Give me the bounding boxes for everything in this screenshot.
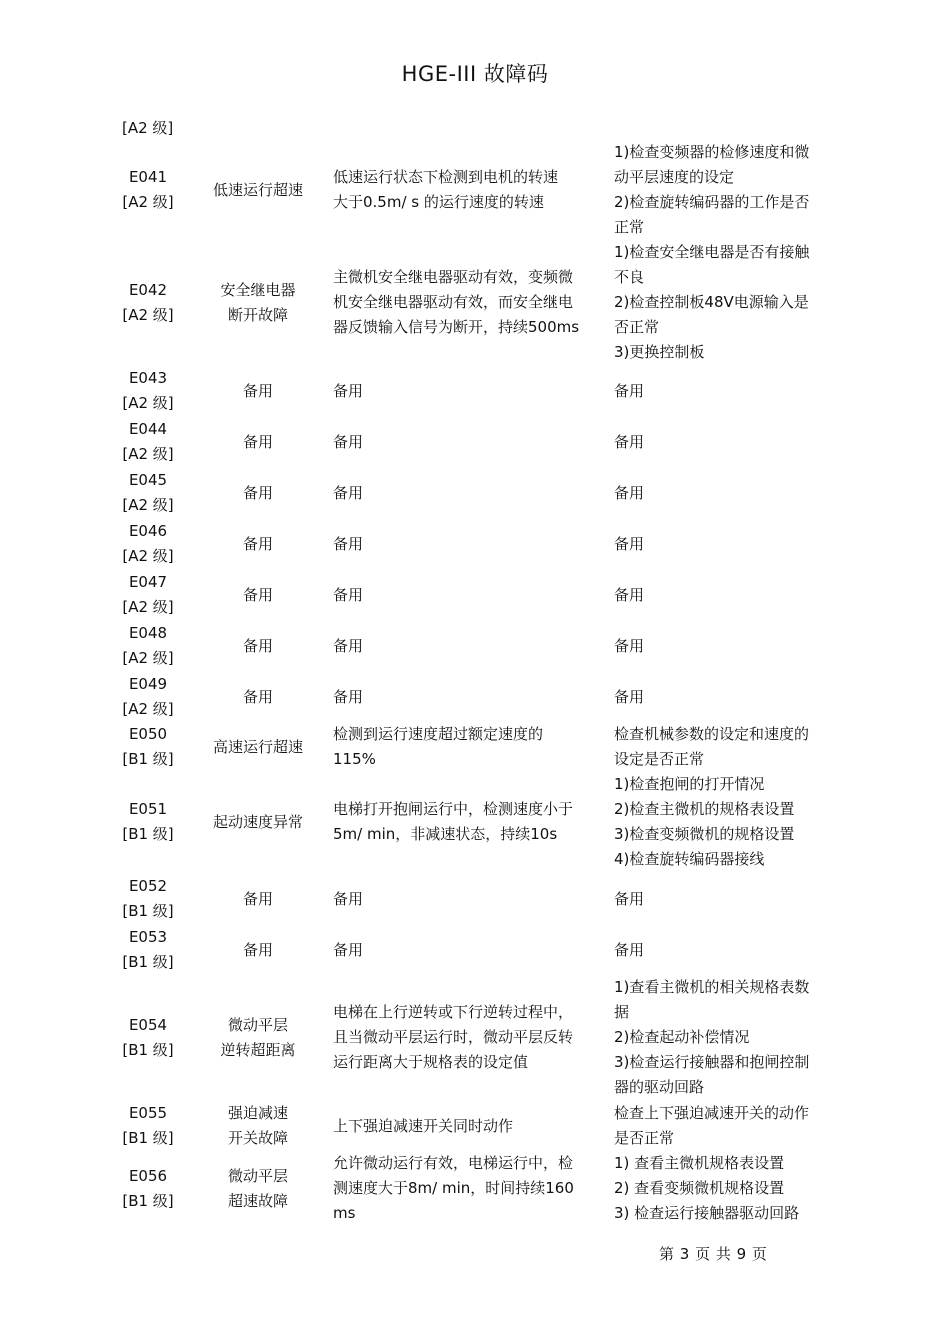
- fault-action-cell: [614, 772, 842, 872]
- table-row: [0, 722, 950, 772]
- fault-level: [A2 级]: [122, 394, 174, 412]
- fault-level: [A2 级]: [122, 547, 174, 565]
- fault-name-cell-line: 微动平层: [227, 1166, 288, 1185]
- fault-code-cell: [112, 975, 184, 1100]
- fault-action-cell-line: 据: [614, 1003, 630, 1021]
- fault-name-cell: [200, 975, 316, 1100]
- fault-action-cell-line: 备用: [614, 483, 645, 502]
- fault-action-cell-line: 设定是否正常: [614, 750, 705, 768]
- fault-action-cell-line: 3)更换控制板: [614, 343, 705, 361]
- fault-action-cell: [614, 672, 842, 722]
- fault-code: E044: [128, 420, 168, 438]
- fault-code-cell: [112, 366, 184, 416]
- page-footer: 第 3 页 共 9 页: [659, 1245, 768, 1263]
- table-row: [0, 366, 950, 416]
- fault-action-cell-line: 2)检查旋转编码器的工作是否: [614, 193, 810, 211]
- fault-level: [A2 级]: [122, 193, 174, 211]
- table-row: [0, 1151, 950, 1226]
- fault-name-cell-line: 备用: [242, 585, 273, 604]
- fault-code-cell: [112, 925, 184, 975]
- fault-action-cell: [614, 570, 842, 620]
- fault-name-cell: [200, 468, 316, 518]
- fault-description-cell-line: 备用: [333, 940, 364, 959]
- fault-name-cell-line: 备用: [242, 636, 273, 655]
- fault-description-cell: [333, 975, 599, 1100]
- fault-description-cell-line: 115%: [333, 750, 376, 768]
- fault-level: [B1 级]: [122, 750, 174, 768]
- fault-description-cell-line: 运行距离大于规格表的设定值: [333, 1053, 529, 1071]
- fault-action-cell-line: 1) 查看主微机规格表设置: [614, 1154, 785, 1172]
- fault-description-cell-line: 测速度大于8m/ min，时间持续160: [333, 1179, 574, 1197]
- fault-name-cell-line: 备用: [242, 687, 273, 706]
- fault-name-cell-line: 备用: [242, 940, 273, 959]
- fault-description-cell-line: 大于0.5m/ s 的运行速度的转速: [333, 193, 544, 211]
- fault-description-cell: [333, 240, 599, 365]
- fault-level: [B1 级]: [122, 825, 174, 843]
- fault-description-cell-line: 允许微动运行有效，电梯运行中，检: [333, 1154, 574, 1172]
- fault-description-cell-line: 备用: [333, 889, 364, 908]
- fault-name-cell-line: 断开故障: [227, 305, 288, 324]
- fault-action-cell-line: 备用: [614, 585, 645, 604]
- fault-code-cell: [112, 672, 184, 722]
- fault-name-cell-line: 超速故障: [227, 1191, 288, 1210]
- fault-name-cell-line: 逆转超距离: [220, 1040, 296, 1059]
- fault-action-cell: [614, 140, 842, 240]
- table-row: [0, 519, 950, 569]
- fault-action-cell: [614, 874, 842, 924]
- table-row: [0, 925, 950, 975]
- table-row: [0, 468, 950, 518]
- fault-action-cell-line: 1)检查安全继电器是否有接触: [614, 243, 810, 261]
- fault-code: E050: [128, 725, 168, 743]
- fault-description-cell-line: 主微机安全继电器驱动有效，变频微: [333, 268, 574, 286]
- fault-name-cell-line: 安全继电器: [220, 280, 296, 299]
- fault-name-cell: [200, 240, 316, 365]
- fault-name-cell: [200, 1151, 316, 1226]
- fault-description-cell-line: 5m/ min，非减速状态，持续10s: [333, 825, 558, 843]
- fault-code: E047: [128, 573, 168, 591]
- fault-description-cell-line: ms: [333, 1204, 356, 1222]
- fault-code: E046: [128, 522, 168, 540]
- fault-action-cell-line: 3)检查变频微机的规格设置: [614, 825, 795, 843]
- fault-action-cell: [614, 1151, 842, 1226]
- fault-action-cell-line: 2)检查起动补偿情况: [614, 1028, 750, 1046]
- fault-code-cell: [112, 240, 184, 365]
- fault-action-cell-line: 是否正常: [614, 1129, 675, 1147]
- fault-level: [A2 级]: [122, 649, 174, 667]
- fault-action-cell-line: 2) 查看变频微机规格设置: [614, 1179, 785, 1197]
- table-row: [0, 417, 950, 467]
- fault-level: [A2 级]: [122, 598, 174, 616]
- fault-code: E056: [128, 1166, 168, 1185]
- fault-description-cell-line: 备用: [333, 687, 364, 706]
- fault-action-cell-line: 正常: [614, 218, 645, 236]
- fault-description-cell-line: 电梯打开抱闸运行中，检测速度小于: [333, 800, 574, 818]
- fault-code-cell: [112, 417, 184, 467]
- fault-code: E042: [128, 280, 168, 299]
- fault-description-cell: [333, 621, 599, 671]
- fault-action-cell-line: 备用: [614, 636, 645, 655]
- table-row: [0, 772, 950, 872]
- fault-description-cell-line: 备用: [333, 483, 364, 502]
- fault-level: [B1 级]: [122, 1040, 174, 1059]
- fault-description-cell-line: 机安全继电器驱动有效，而安全继电: [333, 293, 574, 311]
- fault-action-cell: [614, 1101, 842, 1151]
- fault-name-cell: [200, 672, 316, 722]
- fault-description-cell: [333, 570, 599, 620]
- fault-description-cell: [333, 874, 599, 924]
- fault-name-cell: [200, 1101, 316, 1151]
- fault-name-cell: [200, 722, 316, 772]
- fault-name-cell-line: 备用: [242, 381, 273, 400]
- fault-description-cell: [333, 366, 599, 416]
- fault-code: E045: [128, 471, 168, 489]
- fault-description-cell: [333, 519, 599, 569]
- fault-level: [A2 级]: [122, 305, 174, 324]
- fault-code: E048: [128, 624, 168, 642]
- fault-action-cell: [614, 621, 842, 671]
- fault-action-cell: [614, 722, 842, 772]
- table-row: [0, 140, 950, 240]
- fault-action-cell-line: 2)检查控制板48V电源输入是: [614, 293, 809, 311]
- fault-action-cell-line: 备用: [614, 432, 645, 451]
- fault-description-cell: [333, 722, 599, 772]
- fault-description-cell: [333, 417, 599, 467]
- fault-name-cell: [200, 772, 316, 872]
- fault-code-cell: [112, 874, 184, 924]
- fault-name-cell-line: 微动平层: [227, 1015, 288, 1034]
- fault-name-cell: [200, 925, 316, 975]
- fault-name-cell-line: 备用: [242, 483, 273, 502]
- table-row: [0, 874, 950, 924]
- fault-level: [A2 级]: [122, 496, 174, 514]
- fault-action-cell-line: 备用: [614, 687, 645, 706]
- fault-action-cell-line: 4)检查旋转编码器接线: [614, 850, 765, 868]
- fault-action-cell-line: 检查上下强迫减速开关的动作: [614, 1104, 810, 1122]
- fault-name-cell: [200, 417, 316, 467]
- fault-action-cell-line: 2)检查主微机的规格表设置: [614, 800, 795, 818]
- fault-code: E041: [128, 168, 168, 186]
- fault-name-cell: [200, 874, 316, 924]
- fault-description-cell-line: 上下强迫减速开关同时动作: [333, 1116, 514, 1135]
- fault-name-cell: [200, 621, 316, 671]
- fault-action-cell-line: 1)查看主微机的相关规格表数: [614, 978, 810, 996]
- fault-action-cell-line: 不良: [614, 268, 645, 286]
- fault-description-cell: [333, 925, 599, 975]
- table-row: [0, 672, 950, 722]
- table-row: [0, 621, 950, 671]
- fault-action-cell: [614, 925, 842, 975]
- fault-name-cell: [200, 519, 316, 569]
- fault-description-cell-line: 电梯在上行逆转或下行逆转过程中，: [333, 1003, 574, 1021]
- fault-level: [A2 级]: [122, 700, 174, 718]
- table-row: [0, 570, 950, 620]
- fault-level: [B1 级]: [122, 1129, 174, 1147]
- fault-action-cell: [614, 975, 842, 1100]
- fault-name-cell-line: 强迫减速: [227, 1104, 288, 1122]
- fault-description-cell-line: 备用: [333, 636, 364, 655]
- fault-code: E054: [128, 1015, 168, 1034]
- fault-action-cell-line: 1)检查抱闸的打开情况: [614, 775, 765, 793]
- fault-description-cell: [333, 772, 599, 872]
- fault-code: E049: [128, 675, 168, 693]
- fault-name-cell: [200, 366, 316, 416]
- fault-level: [A2 级]: [122, 445, 174, 463]
- fault-action-cell-line: 备用: [614, 534, 645, 553]
- fault-action-cell-line: 备用: [614, 889, 645, 908]
- fault-action-cell: [614, 417, 842, 467]
- fault-action-cell-line: 3)检查运行接触器和抱闸控制: [614, 1053, 810, 1071]
- fault-code: E051: [128, 800, 168, 818]
- fault-name-cell: [200, 140, 316, 240]
- table-row: [0, 1101, 950, 1151]
- fault-name-cell-line: 备用: [242, 889, 273, 908]
- fault-description-cell-line: 且当微动平层运行时，微动平层反转: [333, 1028, 574, 1046]
- fault-level: [B1 级]: [122, 953, 174, 971]
- fault-level: [B1 级]: [122, 902, 174, 920]
- fault-action-cell: [614, 519, 842, 569]
- fault-description-cell-line: 备用: [333, 585, 364, 604]
- fault-code-cell: [112, 519, 184, 569]
- fault-action-cell-line: 备用: [614, 940, 645, 959]
- fault-description-cell-line: 检测到运行速度超过额定速度的: [333, 725, 544, 743]
- fault-code: E055: [128, 1104, 168, 1122]
- table-row: [0, 975, 950, 1100]
- fault-action-cell: [614, 366, 842, 416]
- fault-action-cell-line: 3) 检查运行接触器驱动回路: [614, 1204, 800, 1222]
- fault-description-cell: [333, 468, 599, 518]
- fault-name-cell-line: 低速运行超速: [212, 180, 303, 199]
- fault-action-cell-line: 动平层速度的设定: [614, 168, 735, 186]
- fault-code-cell: [112, 722, 184, 772]
- fault-action-cell-line: 器的驱动回路: [614, 1078, 705, 1096]
- fault-description-cell-line: 低速运行状态下检测到电机的转速: [333, 168, 559, 186]
- table-row: [0, 240, 950, 365]
- fault-name-cell-line: 高速运行超速: [212, 737, 303, 756]
- fault-code: E043: [128, 369, 168, 387]
- fault-description-cell-line: 备用: [333, 432, 364, 451]
- fault-name-cell: [200, 570, 316, 620]
- fault-action-cell-line: 检查机械参数的设定和速度的: [614, 725, 810, 743]
- fault-name-cell-line: 起动速度异常: [212, 812, 303, 831]
- fault-code-cell: [112, 140, 184, 240]
- fault-action-cell: [614, 240, 842, 365]
- fault-code: E052: [128, 877, 168, 895]
- fault-description-cell: [333, 672, 599, 722]
- fault-code-cell: [112, 772, 184, 872]
- fault-description-cell-line: 器反馈输入信号为断开，持续500ms: [333, 318, 580, 336]
- fault-description-cell: [333, 1151, 599, 1226]
- fault-description-cell-line: 备用: [333, 534, 364, 553]
- continued-level-label: [A2 级]: [122, 119, 174, 137]
- fault-description-cell: [333, 1101, 599, 1151]
- fault-action-cell-line: 1)检查变频器的检修速度和微: [614, 143, 810, 161]
- fault-action-cell-line: 备用: [614, 381, 645, 400]
- fault-action-cell: [614, 468, 842, 518]
- fault-code-cell: [112, 621, 184, 671]
- fault-code-cell: [112, 1151, 184, 1226]
- fault-code: E053: [128, 928, 168, 946]
- fault-code-cell: [112, 570, 184, 620]
- fault-name-cell-line: 开关故障: [227, 1129, 288, 1147]
- fault-description-cell: [333, 140, 599, 240]
- fault-name-cell-line: 备用: [242, 534, 273, 553]
- fault-name-cell-line: 备用: [242, 432, 273, 451]
- fault-description-cell-line: 备用: [333, 381, 364, 400]
- document-title: HGE-III 故障码: [401, 62, 549, 86]
- fault-level: [B1 级]: [122, 1191, 174, 1210]
- fault-code-cell: [112, 468, 184, 518]
- fault-code-cell: [112, 1101, 184, 1151]
- fault-action-cell-line: 否正常: [614, 318, 660, 336]
